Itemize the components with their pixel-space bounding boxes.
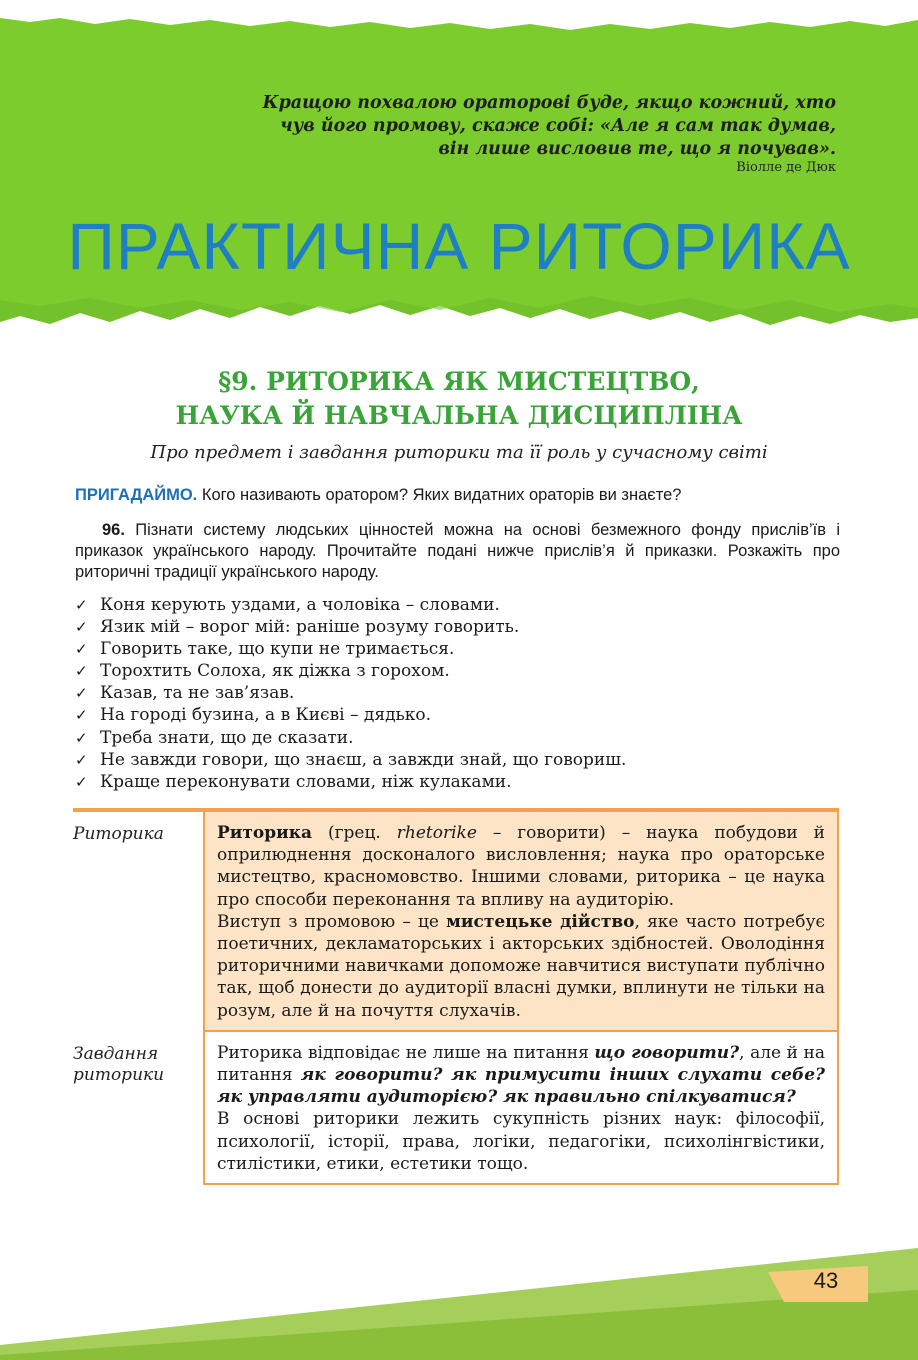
definition-text: (грец.: [312, 823, 397, 843]
proverb-text: Коня керують уздами, а чоловіка – словами.: [100, 595, 500, 615]
list-item: [75, 682, 855, 704]
exercise-text: Пізнати систему людських цінностей можна на основі безмежного фонду прислів’їв і приказок українського народу. Прочитайте подані нижче прислів’я й приказки. Розкажіть про риторичні традиції українського народу.: [75, 521, 840, 581]
checkmark-icon: ✓: [75, 596, 88, 614]
exercise-96: [75, 520, 840, 583]
speech-text: Виступ з промовою – це: [217, 911, 447, 932]
checkmark-icon: ✓: [75, 706, 88, 725]
section-title: [0, 365, 918, 433]
row-label-rhetoric: Риторика: [73, 824, 164, 844]
footer-decoration: [0, 1240, 918, 1360]
definition-table: [73, 808, 839, 1185]
speech-paragraph: [217, 911, 825, 1022]
list-item: [75, 594, 855, 616]
question-what: що говорити?: [594, 1042, 740, 1063]
term-art-act: мистецьке дійство: [446, 911, 635, 932]
tasks-text: , але й на питання: [217, 1042, 825, 1086]
list-item: [75, 660, 855, 682]
proverb-text: Торохтить Солоха, як діжка з горохом.: [100, 661, 450, 682]
sciences-paragraph: В основі риторики лежить сукупність різних наук: філософії, психології, історії, права, логіки, педагогіки, психолінгвістики, стилістики, етики, естетики тощо.: [217, 1109, 825, 1174]
definition-box: [203, 812, 839, 1032]
list-item: [75, 616, 855, 638]
checkmark-icon: ✓: [75, 662, 88, 681]
exercise-number: 96.: [102, 521, 125, 539]
definition-paragraph: [217, 822, 825, 911]
tasks-box: [203, 1032, 839, 1185]
section-title-line-2: НАУКА Й НАВЧАЛЬНА ДИСЦИПЛІНА: [175, 401, 743, 430]
epigraph-author: Віолле де Дюк: [736, 160, 836, 175]
page-number: 43: [813, 1268, 839, 1293]
list-item: [75, 704, 855, 726]
proverb-text: Язик мій – ворог мій: раніше розуму говорить.: [100, 617, 520, 638]
row-label-tasks: [73, 1032, 203, 1185]
recall-prompt: [75, 486, 855, 505]
speech-text: , яке часто потребує поетичних, декламаторських і акторських здібностей. Оволодіння риторичними навичками допоможе навчитися виступати публічно так, щоб донести до аудиторії власні думки, вплинути не тільки на розум, але й на почуття слухачів.: [217, 911, 825, 1021]
proverb-text: Треба знати, що де сказати.: [100, 727, 354, 748]
recall-label: ПРИГАДАЙМО.: [75, 486, 198, 504]
proverb-text: На городі бузина, а в Києві – дядько.: [100, 705, 432, 726]
tasks-text: Риторика відповідає не лише на питання: [217, 1042, 595, 1063]
checkmark-icon: ✓: [75, 618, 88, 637]
proverb-text: Казав, та не зав’язав.: [100, 683, 295, 704]
chapter-banner: [0, 0, 918, 345]
exercise-paragraph: [75, 520, 840, 583]
list-item: [75, 638, 855, 660]
list-item: [75, 749, 855, 771]
proverb-text: Говорить таке, що купи не тримається.: [100, 639, 455, 660]
recall-text: Кого називають оратором? Яких видатних ораторів ви знаєте?: [197, 486, 682, 504]
proverb-text: Не завжди говори, що знаєш, а завжди знай, що говориш.: [100, 749, 627, 770]
term-rhetoric: Риторика: [217, 823, 313, 843]
row-label-line: риторики: [73, 1064, 165, 1085]
table-row: [73, 1032, 839, 1185]
chapter-title: ПРАКТИЧНА РИТОРИКА: [67, 209, 851, 283]
table-row: [73, 812, 839, 1032]
greek-word: rhetorike: [396, 823, 477, 843]
checkmark-icon: ✓: [75, 640, 88, 659]
proverbs-list: [75, 594, 855, 793]
row-label-line: Завдання: [73, 1043, 159, 1064]
section-title-line-1: §9. РИТОРИКА ЯК МИСТЕЦТВО,: [218, 367, 700, 396]
epigraph-quote: Кращою похвалою ораторові буде, якщо кожний, хто чув його промову, скаже собі: «Але я сам так думав, він лише висловив те, що я почував».: [262, 93, 836, 159]
proverb-text: Краще переконувати словами, ніж кулаками.: [100, 771, 512, 792]
definition-text: – говорити) – наука побудови й оприлюднення досконалого висловлення; наука про ораторське мистецтво, красномовство. Іншими словами, риторика – це наука про способи переконання та впливу на аудиторію.: [217, 823, 825, 910]
list-item: [75, 727, 855, 749]
tasks-paragraph: [217, 1042, 825, 1109]
checkmark-icon: ✓: [75, 728, 88, 747]
checkmark-icon: ✓: [75, 750, 88, 769]
checkmark-icon: ✓: [75, 772, 88, 791]
list-item: [75, 771, 855, 793]
question-how: як говорити? як примусити інших слухати себе? як управляти аудиторією? як правильно спілкуватися?: [217, 1065, 825, 1108]
checkmark-icon: ✓: [75, 684, 88, 703]
section-subtitle: Про предмет і завдання риторики та її роль у сучасному світі: [150, 442, 768, 463]
